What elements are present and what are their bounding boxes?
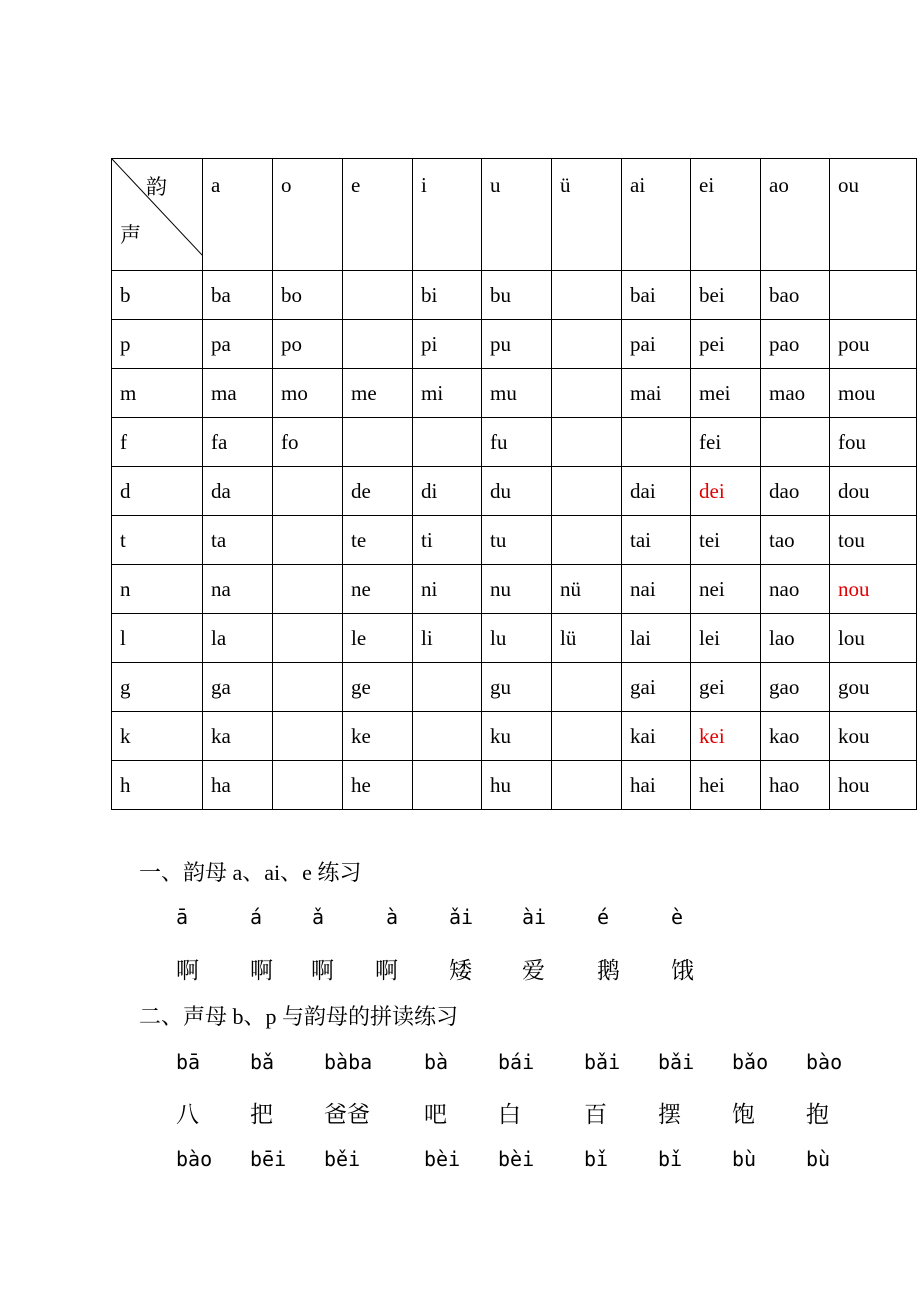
pinyin-syllable: bèi	[424, 1147, 461, 1171]
syllable-cell: pa	[203, 320, 273, 369]
syllable-cell: ni	[413, 565, 482, 614]
syllable-cell	[552, 418, 622, 467]
syllable-cell: dou	[830, 467, 917, 516]
section1-title: 一、韵母 a、ai、e 练习	[139, 860, 362, 885]
syllable-cell: ga	[203, 663, 273, 712]
syllable-cell	[413, 663, 482, 712]
table-row	[112, 565, 917, 614]
table-row	[112, 516, 917, 565]
syllable-cell: kao	[761, 712, 830, 761]
syllable-cell	[413, 761, 482, 810]
syllable-cell	[830, 271, 917, 320]
syllable-cell	[552, 271, 622, 320]
syllable-cell: ta	[203, 516, 273, 565]
syllable-cell: nao	[761, 565, 830, 614]
syllable-cell: nei	[691, 565, 761, 614]
syllable-cell: mao	[761, 369, 830, 418]
syllable-cell: de	[343, 467, 413, 516]
row-initial: t	[112, 516, 203, 565]
syllable-cell: la	[203, 614, 273, 663]
syllable-cell: gei	[691, 663, 761, 712]
row-initial: f	[112, 418, 203, 467]
pinyin-syllable: ā	[176, 905, 189, 929]
pinyin-syllable: è	[671, 905, 684, 929]
syllable-cell: dao	[761, 467, 830, 516]
syllable-cell	[552, 712, 622, 761]
pinyin-syllable: bèi	[498, 1147, 535, 1171]
hanzi-character: 矮	[449, 958, 472, 983]
syllable-cell: ku	[482, 712, 552, 761]
syllable-cell: gou	[830, 663, 917, 712]
syllable-cell: lü	[552, 614, 622, 663]
syllable-cell: bai	[622, 271, 691, 320]
syllable-cell: mei	[691, 369, 761, 418]
table-row	[112, 467, 917, 516]
pinyin-syllable: bā	[176, 1050, 201, 1074]
hanzi-character: 八	[176, 1102, 199, 1127]
pinyin-syllable: bù	[732, 1147, 757, 1171]
corner-label-shengmu: 声	[120, 223, 141, 247]
pinyin-syllable: bàba	[324, 1050, 373, 1074]
syllable-cell: mai	[622, 369, 691, 418]
section2-title: 二、声母 b、p 与韵母的拼读练习	[139, 1004, 459, 1029]
corner-label-yunmu: 韵	[146, 175, 167, 199]
syllable-cell: nu	[482, 565, 552, 614]
syllable-cell	[552, 467, 622, 516]
syllable-cell	[343, 418, 413, 467]
syllable-cell: kei	[691, 712, 761, 761]
syllable-cell: hu	[482, 761, 552, 810]
hanzi-character: 啊	[176, 958, 199, 983]
syllable-cell: pi	[413, 320, 482, 369]
syllable-cell: gu	[482, 663, 552, 712]
syllable-cell: pei	[691, 320, 761, 369]
syllable-cell: mu	[482, 369, 552, 418]
syllable-cell	[273, 761, 343, 810]
syllable-cell	[552, 320, 622, 369]
syllable-cell: da	[203, 467, 273, 516]
table-row	[112, 320, 917, 369]
syllable-cell: gai	[622, 663, 691, 712]
header-final-4: u	[482, 159, 552, 271]
syllable-cell: na	[203, 565, 273, 614]
hanzi-character: 抱	[806, 1102, 829, 1127]
syllable-cell: ti	[413, 516, 482, 565]
syllable-cell: fou	[830, 418, 917, 467]
syllable-cell: fa	[203, 418, 273, 467]
pinyin-syllable: á	[250, 905, 263, 929]
syllable-cell: po	[273, 320, 343, 369]
table-row	[112, 663, 917, 712]
syllable-cell	[273, 565, 343, 614]
row-initial: d	[112, 467, 203, 516]
syllable-cell: fei	[691, 418, 761, 467]
row-initial: l	[112, 614, 203, 663]
pinyin-syllable: bǎo	[732, 1050, 769, 1074]
hanzi-character: 饱	[732, 1102, 755, 1127]
pinyin-syllable: ǎi	[449, 905, 474, 929]
syllable-cell	[273, 663, 343, 712]
syllable-cell: pao	[761, 320, 830, 369]
pinyin-syllable: bǎi	[658, 1050, 695, 1074]
syllable-cell: ba	[203, 271, 273, 320]
syllable-cell: he	[343, 761, 413, 810]
pinyin-syllable: bēi	[250, 1147, 287, 1171]
syllable-cell: dai	[622, 467, 691, 516]
row-initial: h	[112, 761, 203, 810]
syllable-cell: lai	[622, 614, 691, 663]
syllable-cell	[273, 614, 343, 663]
syllable-cell: kai	[622, 712, 691, 761]
syllable-cell: bo	[273, 271, 343, 320]
syllable-cell: hei	[691, 761, 761, 810]
syllable-cell	[273, 467, 343, 516]
syllable-cell: lou	[830, 614, 917, 663]
pinyin-syllable: ǎ	[312, 905, 325, 929]
pinyin-syllable-table	[111, 158, 917, 810]
hanzi-character: 啊	[250, 958, 273, 983]
syllable-cell: nai	[622, 565, 691, 614]
hanzi-character: 鹅	[597, 958, 620, 983]
syllable-cell: ke	[343, 712, 413, 761]
syllable-cell: lei	[691, 614, 761, 663]
syllable-cell: nou	[830, 565, 917, 614]
syllable-cell	[413, 418, 482, 467]
row-initial: n	[112, 565, 203, 614]
syllable-cell: gao	[761, 663, 830, 712]
row-initial: g	[112, 663, 203, 712]
syllable-cell: me	[343, 369, 413, 418]
syllable-cell: hai	[622, 761, 691, 810]
pinyin-syllable: à	[386, 905, 399, 929]
hanzi-character: 爱	[522, 958, 545, 983]
syllable-cell: ma	[203, 369, 273, 418]
pinyin-syllable: bù	[806, 1147, 831, 1171]
header-final-9: ou	[830, 159, 917, 271]
pinyin-syllable: bǎi	[584, 1050, 621, 1074]
row-initial: b	[112, 271, 203, 320]
header-final-5: ü	[552, 159, 622, 271]
syllable-cell: di	[413, 467, 482, 516]
syllable-cell: le	[343, 614, 413, 663]
header-final-3: i	[413, 159, 482, 271]
syllable-cell	[622, 418, 691, 467]
syllable-cell	[273, 516, 343, 565]
syllable-cell	[552, 663, 622, 712]
syllable-cell: lu	[482, 614, 552, 663]
syllable-cell: fu	[482, 418, 552, 467]
pinyin-syllable: bào	[806, 1050, 843, 1074]
pinyin-syllable: běi	[324, 1147, 361, 1171]
syllable-cell: li	[413, 614, 482, 663]
syllable-cell: ge	[343, 663, 413, 712]
syllable-cell: du	[482, 467, 552, 516]
table-row	[112, 712, 917, 761]
syllable-cell	[761, 418, 830, 467]
syllable-cell: tai	[622, 516, 691, 565]
hanzi-character: 摆	[658, 1102, 681, 1127]
syllable-cell: tu	[482, 516, 552, 565]
syllable-cell	[343, 271, 413, 320]
hanzi-character: 饿	[671, 958, 694, 983]
syllable-cell	[552, 369, 622, 418]
syllable-cell: bei	[691, 271, 761, 320]
syllable-cell	[413, 712, 482, 761]
syllable-cell: mi	[413, 369, 482, 418]
table-row	[112, 614, 917, 663]
syllable-cell: mo	[273, 369, 343, 418]
hanzi-character: 白	[498, 1102, 521, 1127]
syllable-cell: bu	[482, 271, 552, 320]
header-final-0: a	[203, 159, 273, 271]
pinyin-syllable: bào	[176, 1147, 213, 1171]
section2-hanzi-row	[0, 1096, 920, 1126]
pinyin-syllable: bǐ	[658, 1147, 683, 1171]
syllable-cell: ne	[343, 565, 413, 614]
header-final-8: ao	[761, 159, 830, 271]
syllable-cell	[552, 761, 622, 810]
syllable-cell: tao	[761, 516, 830, 565]
hanzi-character: 百	[584, 1102, 607, 1127]
pinyin-syllable: bǐ	[584, 1147, 609, 1171]
syllable-cell	[552, 516, 622, 565]
syllable-cell: kou	[830, 712, 917, 761]
header-final-7: ei	[691, 159, 761, 271]
syllable-cell: hou	[830, 761, 917, 810]
pinyin-syllable: é	[597, 905, 610, 929]
syllable-cell: fo	[273, 418, 343, 467]
header-final-2: e	[343, 159, 413, 271]
syllable-cell: ka	[203, 712, 273, 761]
section2-pinyin-row-1	[0, 1050, 920, 1080]
header-final-6: ai	[622, 159, 691, 271]
syllable-cell: tou	[830, 516, 917, 565]
section1-hanzi-row	[0, 952, 920, 982]
table-corner-header	[112, 159, 203, 271]
syllable-cell: pou	[830, 320, 917, 369]
syllable-cell: bao	[761, 271, 830, 320]
row-initial: k	[112, 712, 203, 761]
syllable-cell: pai	[622, 320, 691, 369]
syllable-cell: pu	[482, 320, 552, 369]
syllable-cell: ha	[203, 761, 273, 810]
pinyin-syllable: bà	[424, 1050, 449, 1074]
table-row	[112, 271, 917, 320]
row-initial: p	[112, 320, 203, 369]
pinyin-syllable: bái	[498, 1050, 535, 1074]
syllable-cell: bi	[413, 271, 482, 320]
header-final-1: o	[273, 159, 343, 271]
syllable-cell: te	[343, 516, 413, 565]
hanzi-character: 把	[250, 1102, 273, 1127]
syllable-cell: mou	[830, 369, 917, 418]
table-row	[112, 418, 917, 467]
row-initial: m	[112, 369, 203, 418]
syllable-cell: dei	[691, 467, 761, 516]
hanzi-character: 吧	[424, 1102, 447, 1127]
pinyin-syllable: bǎ	[250, 1050, 275, 1074]
section2-pinyin-row-2	[0, 1147, 920, 1177]
syllable-cell: lao	[761, 614, 830, 663]
syllable-cell	[343, 320, 413, 369]
syllable-cell	[273, 712, 343, 761]
table-row	[112, 761, 917, 810]
section1-pinyin-row	[0, 905, 920, 935]
pinyin-syllable: ài	[522, 905, 547, 929]
syllable-cell: nü	[552, 565, 622, 614]
hanzi-character: 啊	[311, 958, 334, 983]
hanzi-character: 啊	[375, 958, 398, 983]
hanzi-character: 爸爸	[324, 1102, 370, 1127]
table-row	[112, 369, 917, 418]
syllable-cell: tei	[691, 516, 761, 565]
syllable-cell: hao	[761, 761, 830, 810]
